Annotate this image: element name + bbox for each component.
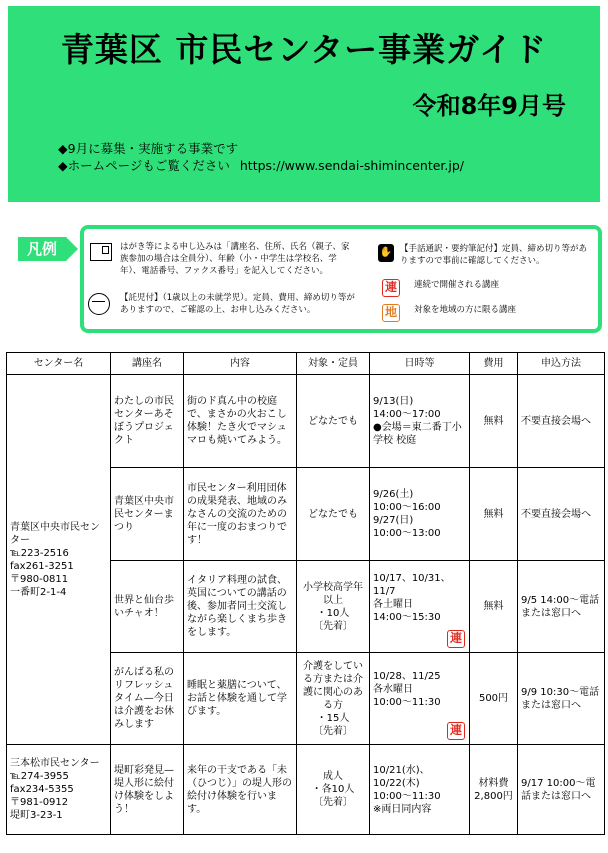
header-center: センター名 [7, 353, 111, 375]
center-info [10, 521, 107, 599]
header-fee: 費用 [470, 353, 518, 375]
course-content: 来年の干支である「未（ひつじ）」の堤人形の絵付け体験を行います。 [184, 745, 297, 835]
course-apply: 9/9 10:30～電話または窓口へ [518, 653, 605, 745]
center-address: 堤町3‐23‐1 [10, 810, 63, 821]
course-datetime-cell [370, 561, 470, 653]
course-name: わたしの市民センターあそぼうプロジェクト [111, 375, 184, 468]
legend-sign-text: 【手話通訳・要約筆記付】定員、締め切り等がありますので事前に確認してください。 [400, 244, 588, 266]
course-apply: 9/17 10:00～電話または窓口へ [518, 745, 605, 835]
center-fax: fax234‐5355 [10, 784, 74, 795]
legend-ren-text: 連続で開催される講座 [414, 280, 500, 290]
course-datetime: 10/17、10/31、11/7 各土曜日 14:00～15:30 [373, 572, 451, 623]
course-content: 睡眠と薬膳について、お話と体験を通して学びます。 [184, 653, 297, 745]
center-fax: fax261‐3251 [10, 560, 74, 572]
course-target: どなたでも [297, 468, 370, 561]
legend-chi-text: 対象を地域の方に限る講座 [414, 305, 517, 315]
course-datetime: 10/21(水)、 10/22(木) 10:00～11:30 ※両日同内容 [370, 745, 470, 835]
legend-tab: 凡例 [18, 237, 66, 261]
header-apply: 申込方法 [518, 353, 605, 375]
ren-badge: 連 [447, 630, 465, 648]
legend-postcard-text: はがき等による申し込みは「講座名、住所、氏名（親子、家族参加の場合は全員分）、年齢（小・中学生は学校名、学年）、電話番号、ファクス番号」を記入してください。 [120, 242, 350, 276]
course-content: 街のド真ん中の校庭で、まさかの火おこし体験！たき火でマシュマロも焼いてみよう。 [184, 375, 297, 468]
sign-language-icon: ✋ [378, 244, 394, 262]
banner-notes [58, 140, 464, 174]
table-row [7, 745, 605, 835]
course-datetime: 9/26(土) 10:00～16:00 9/27(日) 10:00～13:00 [370, 468, 470, 561]
header-datetime: 日時等 [370, 353, 470, 375]
header-target: 対象・定員 [297, 353, 370, 375]
course-fee: 無料 [470, 375, 518, 468]
postcard-icon [90, 243, 112, 261]
course-fee: 無料 [470, 468, 518, 561]
course-content: イタリア料理の試食、英国についての講話の後、参加者同士交流しながら楽しくまち歩きをします。 [184, 561, 297, 653]
header-banner [8, 6, 600, 202]
ren-badge: 連 [382, 276, 400, 297]
center-info [10, 757, 107, 822]
homepage-link[interactable]: https://www.sendai-shimincenter.jp/ [239, 158, 465, 173]
course-name: がんばる私のリフレッシュタイム—今日は介護をお休みします [111, 653, 184, 745]
course-datetime-cell [370, 653, 470, 745]
legend-childcare-text: 【託児付】（1歳以上の未就学児）。定員、費用、締め切り等がありますので、ご確認の上、お申し込みください。 [120, 293, 355, 315]
course-content: 市民センター利用団体の成果発表、地域のみなさんの交流のための年に一度のおまつりです！ [184, 468, 297, 561]
course-fee: 無料 [470, 561, 518, 653]
table-header-row [7, 353, 605, 375]
course-name: 青葉区中央市民センターまつり [111, 468, 184, 561]
ren-badge: 連 [447, 722, 465, 740]
center-address: 一番町2‐1‐4 [10, 586, 67, 598]
center-zip: 〒980‐0811 [10, 573, 69, 585]
course-apply: 不要直接会場へ [518, 375, 605, 468]
course-target: どなたでも [297, 375, 370, 468]
events-table [6, 352, 605, 835]
course-target: 小学校高学年以上 ・10人 〔先着〕 [297, 561, 370, 653]
course-datetime: 9/13(日) 14:00～17:00 ●会場＝東二番丁小学校 校庭 [370, 375, 470, 468]
center-name: 三本松市民センター [10, 758, 100, 769]
header-course: 講座名 [111, 353, 184, 375]
course-name: 堤町彩発見—堤人形に絵付け体験をしよう！ [111, 745, 184, 835]
childcare-icon [88, 293, 110, 315]
note-recruiting: ◆9月に募集・実施する事業です [58, 141, 239, 156]
homepage-label: ◆ホームページもご覧ください [58, 158, 230, 173]
table-row [7, 375, 605, 468]
course-target: 介護をしている方または介護に関心のある方 ・15人 〔先着〕 [297, 653, 370, 745]
note-homepage [58, 157, 464, 174]
center-cell [7, 375, 111, 745]
course-name: 世界と仙台歩いチャオ！ [111, 561, 184, 653]
page-title: 青葉区 市民センター事業ガイド [60, 30, 548, 69]
center-tel: ℡274‐3955 [10, 771, 69, 782]
center-zip: 〒981‐0912 [10, 797, 69, 808]
course-datetime: 10/28、11/25 各水曜日 10:00～11:30 [373, 671, 441, 708]
course-fee: 材料費 2,800円 [470, 745, 518, 835]
center-name: 青葉区中央市民センター [10, 521, 100, 546]
course-apply: 9/5 14:00～電話または窓口へ [518, 561, 605, 653]
course-apply: 不要直接会場へ [518, 468, 605, 561]
issue-date: 令和8年9月号 [412, 92, 566, 120]
header-content: 内容 [184, 353, 297, 375]
course-fee: 500円 [470, 653, 518, 745]
chi-badge: 地 [382, 301, 400, 322]
center-tel: ℡223‐2516 [10, 547, 69, 559]
course-target: 成人 ・各10人 〔先着〕 [297, 745, 370, 835]
center-cell [7, 745, 111, 835]
